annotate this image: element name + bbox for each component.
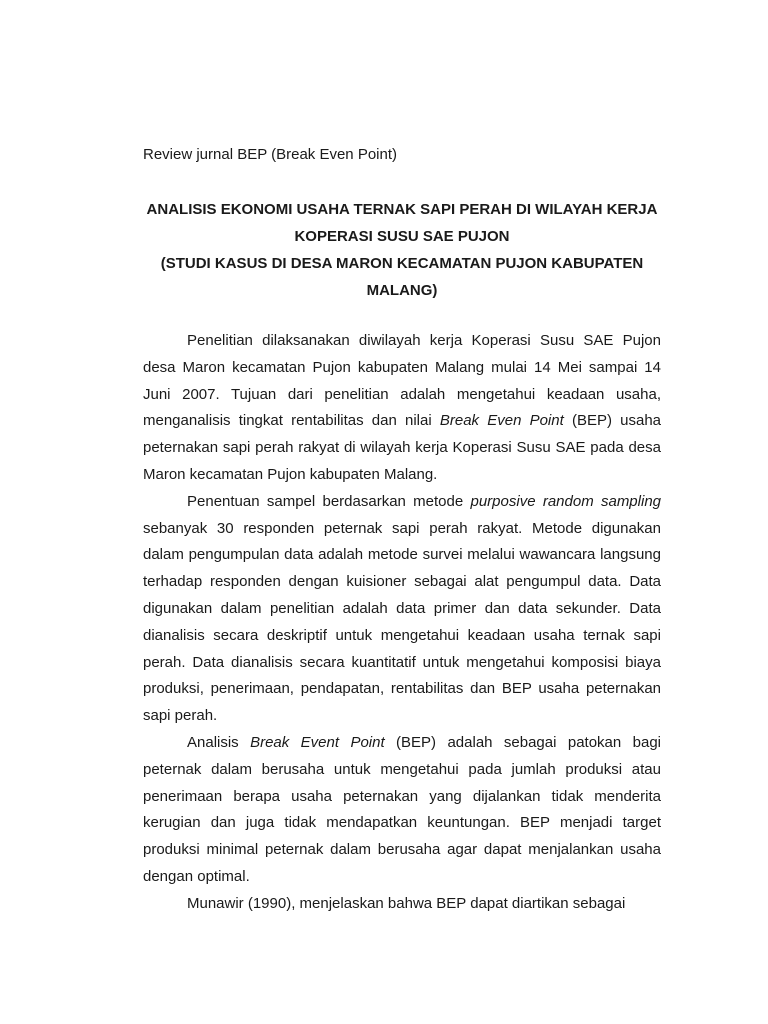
paragraph-2-text-a: Penentuan sampel berdasarkan metode — [187, 492, 471, 510]
body-text — [143, 328, 661, 918]
paragraph-4-text-a: Munawir (1990), menjelaskan bahwa BEP dapat diartikan sebagai — [187, 894, 626, 912]
paragraph-4 — [143, 891, 661, 918]
journal-title — [143, 196, 661, 304]
review-title: Review jurnal BEP (Break Even Point) — [143, 146, 398, 163]
paragraph-2 — [143, 489, 661, 730]
paragraph-3-text-b: (BEP) adalah sebagai patokan bagi peternak dalam berusaha untuk mengetahui pada jumlah produksi atau penerimaan berapa usaha peternakan yang dijalankan tidak menderita kerugian dan juga tidak mendapatkan keuntungan. BEP menjadi target produksi minimal peternak dalam berusaha agar dapat menjalankan usaha dengan optimal. — [143, 733, 661, 885]
journal-title-line-1: ANALISIS EKONOMI USAHA TERNAK SAPI PERAH DI WILAYAH KERJA — [146, 201, 658, 218]
paragraph-2-text-b: sebanyak 30 responden peternak sapi perah rakyat. Metode digunakan dalam pengumpulan data adalah metode survei melalui wawancara langsung terhadap responden dengan kuisioner sebagai alat pengumpul data. Data digunakan dalam penelitian adalah data primer dan data sekunder. Data dianalisis secara deskriptif untuk mengetahui keadaan usaha ternak sapi perah. Data dianalisis secara kuantitatif untuk mengetahui komposisi biaya produksi, penerimaan, pendapatan, rentabilitas dan BEP usaha peternakan sapi perah. — [143, 519, 661, 725]
paragraph-3-emphasis: Break Event Point — [250, 733, 385, 751]
paragraph-2-emphasis: purposive random sampling — [470, 492, 662, 510]
journal-title-line-3: (STUDI KASUS DI DESA MARON KECAMATAN PUJON KABUPATEN — [160, 255, 644, 272]
paragraph-1-text-b: (BEP) usaha peternakan sapi perah rakyat di wilayah kerja Koperasi Susu SAE pada desa Maron kecamatan Pujon kabupaten Malang. — [143, 412, 662, 483]
paragraph-3-text-a: Analisis — [187, 733, 251, 751]
paragraph-3 — [143, 730, 661, 891]
paragraph-1-text-a: Penelitian dilaksanakan diwilayah kerja Koperasi Susu SAE Pujon desa Maron kecamatan Pujon kabupaten Malang mulai 14 Mei sampai 14 Juni 2007. Tujuan dari penelitian adalah mengetahui keadaan usaha, menganalisis tingkat rentabilitas dan nilai — [143, 332, 661, 430]
paragraph-1 — [143, 328, 661, 489]
paragraph-1-emphasis: Break Even Point — [439, 412, 564, 430]
document-content — [143, 141, 661, 918]
journal-title-line-2: KOPERASI SUSU SAE PUJON — [294, 228, 510, 245]
journal-title-line-4: MALANG) — [366, 282, 438, 299]
